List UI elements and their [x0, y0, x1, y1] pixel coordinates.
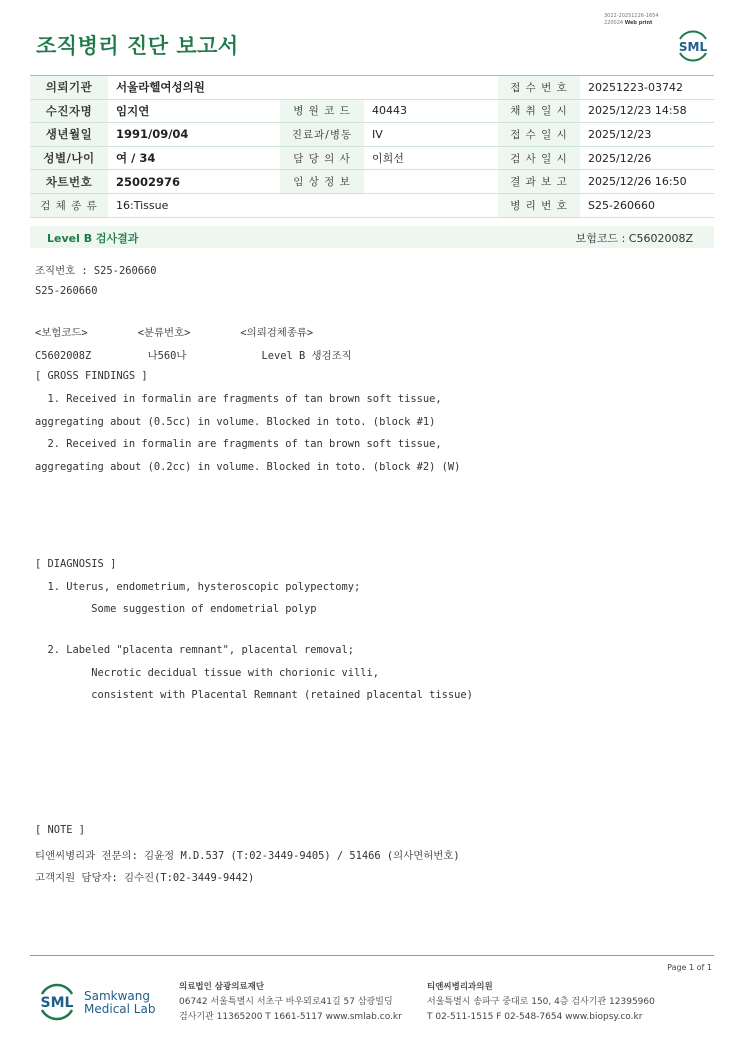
- insurance-code: 보험코드 : C5602008Z: [575, 232, 693, 245]
- lab-address: 06742 서울특별시 서초구 바우뫼로41길 57 삼광빌딩: [179, 997, 393, 1007]
- body-line: 1. Uterus, endometrium, hysteroscopic polypectomy;: [35, 581, 361, 593]
- label-physician: 담 당 의 사: [280, 146, 364, 170]
- print-code: [604, 13, 659, 27]
- result-section-header: [30, 226, 714, 248]
- info-row: [30, 99, 714, 123]
- value-hospital-code: 40443: [364, 99, 498, 123]
- body-line: 2. Received in formalin are fragments of tan brown soft tissue,: [35, 438, 442, 450]
- body-line: 조직번호 : S25-260660: [35, 265, 157, 277]
- value-requesting-institution: 서울라헬여성의원: [108, 76, 498, 100]
- lab-contact: 검사기관 11365200 T 1661-5117 www.smlab.co.kr: [179, 1012, 402, 1022]
- sml-logo-text: SML: [678, 40, 708, 54]
- samkwang-logo-text: SML: [40, 995, 74, 1011]
- diagnosis-heading: [ DIAGNOSIS ]: [35, 558, 117, 570]
- body-line: 2. Labeled "placenta remnant", placental removal;: [35, 644, 355, 656]
- body-line: <보험코드> <분류번호> <의뢰검체종류>: [35, 327, 314, 339]
- value-collection-time: 2025/12/23 14:58: [580, 99, 714, 123]
- clinic-name: 티앤씨병리과의원: [427, 982, 493, 992]
- footer-lab-info: [179, 980, 402, 1025]
- body-line: consistent with Placental Remnant (retained placental tissue): [35, 689, 473, 701]
- label-accession-number: 접 수 번 호: [498, 76, 580, 100]
- label-specimen-type: 검 체 종 류: [30, 193, 108, 217]
- info-row: [30, 76, 714, 100]
- value-chart-number: 25002976: [108, 170, 280, 194]
- body-line: Some suggestion of endometrial polyp: [35, 603, 317, 615]
- web-print-label: Web print: [624, 20, 653, 26]
- report-body: [35, 262, 473, 884]
- label-clinical-info: 임 상 정 보: [280, 170, 364, 194]
- label-requesting-institution: 의뢰기관: [30, 76, 108, 100]
- value-clinical-info: [364, 170, 498, 194]
- label-hospital-code: 병 원 코 드: [280, 99, 364, 123]
- value-pathology-number: S25-260660: [580, 193, 714, 217]
- print-code-line: 3022-20251226-1654: [604, 13, 659, 19]
- brand-line: Samkwang: [84, 989, 150, 1003]
- body-line: 1. Received in formalin are fragments of tan brown soft tissue,: [35, 393, 442, 405]
- samkwang-logo-icon: [36, 980, 78, 1024]
- label-received-date: 접 수 일 시: [498, 123, 580, 147]
- footer-brand: [84, 990, 155, 1016]
- label-department: 진료과/병동: [280, 123, 364, 147]
- value-accession-number: 20251223-03742: [580, 76, 714, 100]
- body-line: 티앤씨병리과 전문의: 김윤정 M.D.537 (T:02-3449-9405) / 51466 (의사면허번호): [35, 850, 460, 862]
- report-title: 조직병리 진단 보고서: [36, 34, 239, 58]
- sml-logo: [674, 26, 712, 64]
- note-heading: [ NOTE ]: [35, 824, 86, 836]
- patient-info-table: [30, 75, 714, 218]
- value-patient-name: 임지연: [108, 99, 280, 123]
- value-received-date: 2025/12/23: [580, 123, 714, 147]
- label-report-time: 결 과 보 고: [498, 170, 580, 194]
- gross-findings-heading: [ GROSS FINDINGS ]: [35, 370, 148, 382]
- value-specimen-type: 16:Tissue: [108, 193, 498, 217]
- clinic-address: 서울특별시 송파구 중대로 150, 4층 검사기관 12395960: [427, 997, 655, 1007]
- info-row: [30, 193, 714, 217]
- value-test-date: 2025/12/26: [580, 146, 714, 170]
- label-patient-name: 수진자명: [30, 99, 108, 123]
- label-test-date: 검 사 일 시: [498, 146, 580, 170]
- info-row: [30, 123, 714, 147]
- lab-name: 의료법인 삼광의료재단: [179, 982, 265, 992]
- label-pathology-number: 병 리 번 호: [498, 193, 580, 217]
- body-line: S25-260660: [35, 285, 98, 297]
- label-birth-date: 생년월일: [30, 123, 108, 147]
- clinic-contact: T 02-511-1515 F 02-548-7654 www.biopsy.co.kr: [427, 1012, 643, 1022]
- label-collection-time: 채 취 일 시: [498, 99, 580, 123]
- body-line: aggregating about (0.2cc) in volume. Blocked in toto. (block #2) (W): [35, 461, 461, 473]
- value-physician: 이희선: [364, 146, 498, 170]
- body-line: 고객지원 담당자: 김수진(T:02-3449-9442): [35, 872, 255, 884]
- value-department: IV: [364, 123, 498, 147]
- brand-line: Medical Lab: [84, 1002, 156, 1016]
- section-title: Level B 검사결과: [47, 232, 139, 245]
- value-birth-date: 1991/09/04: [108, 123, 280, 147]
- footer-divider: [30, 955, 714, 956]
- body-line: aggregating about (0.5cc) in volume. Blocked in toto. (block #1): [35, 416, 436, 428]
- info-row: [30, 170, 714, 194]
- body-line: C5602008Z 나560나 Level B 생검조직: [35, 350, 352, 362]
- info-row: [30, 146, 714, 170]
- value-sex-age: 여 / 34: [108, 146, 280, 170]
- value-report-time: 2025/12/26 16:50: [580, 170, 714, 194]
- body-line: Necrotic decidual tissue with chorionic villi,: [35, 667, 380, 679]
- print-code-line: 220024: [604, 20, 624, 26]
- footer-clinic-info: [427, 980, 655, 1025]
- page-number: Page 1 of 1: [667, 963, 712, 972]
- label-chart-number: 차트번호: [30, 170, 108, 194]
- label-sex-age: 성별/나이: [30, 146, 108, 170]
